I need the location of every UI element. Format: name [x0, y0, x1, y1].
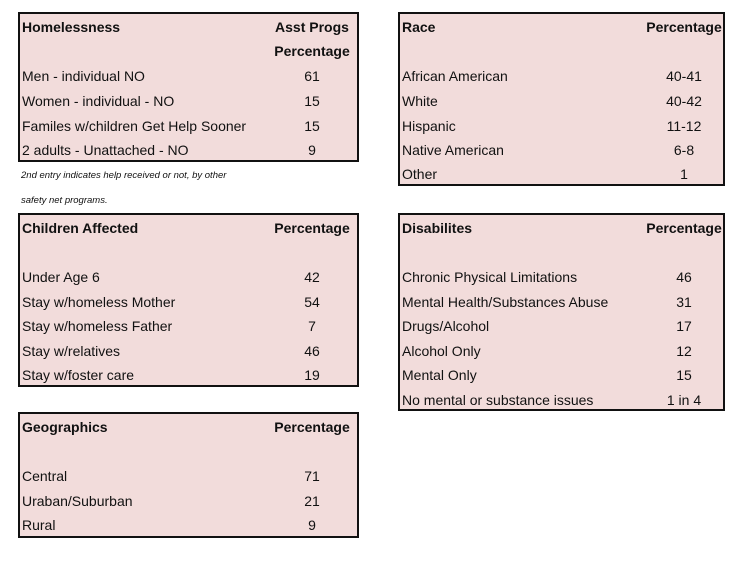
footnote [21, 170, 226, 207]
race-table [398, 12, 725, 186]
table-row [20, 89, 357, 113]
footnote-line: safety net programs. [21, 195, 108, 206]
table-row [20, 290, 357, 314]
table-row [400, 138, 723, 162]
row-label: Hispanic [402, 118, 456, 134]
row-value: 17 [676, 318, 692, 334]
footnote-line: 2nd entry indicates help received or not, by other [21, 170, 227, 181]
table-row [20, 464, 357, 488]
table-row [20, 64, 357, 88]
row-value: 31 [676, 294, 692, 310]
table-title: Children Affected [22, 220, 139, 236]
row-value: 54 [304, 294, 320, 310]
row-value: 6-8 [673, 142, 695, 158]
table-row [20, 489, 357, 513]
row-label: Under Age 6 [22, 269, 100, 285]
table-title: Disabilites [402, 220, 473, 236]
row-label: Men - individual NO [22, 68, 145, 84]
table-row [400, 265, 723, 289]
row-label: Chronic Physical Limitations [402, 269, 578, 285]
table-row [20, 513, 357, 537]
column-header: Percentage [274, 220, 350, 236]
row-value: 19 [304, 367, 320, 383]
row-label: Mental Health/Substances Abuse [402, 294, 609, 310]
column-header: Asst Progs [275, 19, 349, 35]
row-value: 42 [304, 269, 320, 285]
row-value: 12 [676, 343, 692, 359]
row-label: Native American [402, 142, 504, 158]
row-label: Alcohol Only [402, 343, 481, 359]
table-row [400, 162, 723, 186]
row-value: 40-42 [666, 93, 702, 109]
row-label: Drugs/Alcohol [402, 318, 490, 334]
column-header: Percentage [646, 220, 722, 236]
row-value: 71 [304, 468, 320, 484]
children-affected-table [18, 213, 359, 387]
row-value: 61 [304, 68, 320, 84]
row-value: 15 [304, 118, 320, 134]
row-value: 15 [304, 93, 320, 109]
row-value: 15 [676, 367, 692, 383]
table-title: Geographics [22, 419, 108, 435]
row-label: Stay w/homeless Mother [22, 294, 176, 310]
table-row [20, 314, 357, 338]
row-value: 46 [676, 269, 692, 285]
table-row [400, 64, 723, 88]
table-row [400, 339, 723, 363]
row-label: No mental or substance issues [402, 392, 594, 408]
row-label: Other [402, 166, 438, 182]
column-header: Percentage [274, 419, 350, 435]
row-label: 2 adults - Unattached - NO [22, 142, 189, 158]
table-row [400, 290, 723, 314]
table-row [400, 114, 723, 138]
row-value: 21 [304, 493, 320, 509]
table-row [20, 138, 357, 162]
row-label: Familes w/children Get Help Sooner [22, 118, 247, 134]
row-value: 9 [308, 142, 316, 158]
row-value: 9 [308, 517, 316, 533]
row-label: Rural [22, 517, 56, 533]
table-row [20, 265, 357, 289]
column-header: Percentage [274, 43, 350, 59]
row-label: Stay w/foster care [22, 367, 135, 383]
row-value: 7 [308, 318, 316, 334]
row-value: 1 in 4 [666, 392, 702, 408]
table-row [400, 363, 723, 387]
table-row [20, 114, 357, 138]
row-value: 46 [304, 343, 320, 359]
row-label: Stay w/relatives [22, 343, 121, 359]
table-row [400, 314, 723, 338]
disabilities-table [398, 213, 725, 411]
row-label: Stay w/homeless Father [22, 318, 173, 334]
table-title: Race [402, 19, 436, 35]
row-label: Central [22, 468, 68, 484]
table-row [400, 89, 723, 113]
homelessness-table [18, 12, 359, 162]
table-row [400, 388, 723, 412]
row-label: Mental Only [402, 367, 477, 383]
row-value: 11-12 [666, 118, 702, 134]
table-title: Homelessness [22, 19, 121, 35]
row-label: Uraban/Suburban [22, 493, 133, 509]
column-header: Percentage [646, 19, 722, 35]
row-label: African American [402, 68, 508, 84]
table-row [20, 339, 357, 363]
row-value: 40-41 [666, 68, 702, 84]
row-value: 1 [680, 166, 688, 182]
row-label: Women - individual - NO [22, 93, 175, 109]
geographics-table [18, 412, 359, 538]
row-label: White [402, 93, 438, 109]
table-row [20, 363, 357, 387]
